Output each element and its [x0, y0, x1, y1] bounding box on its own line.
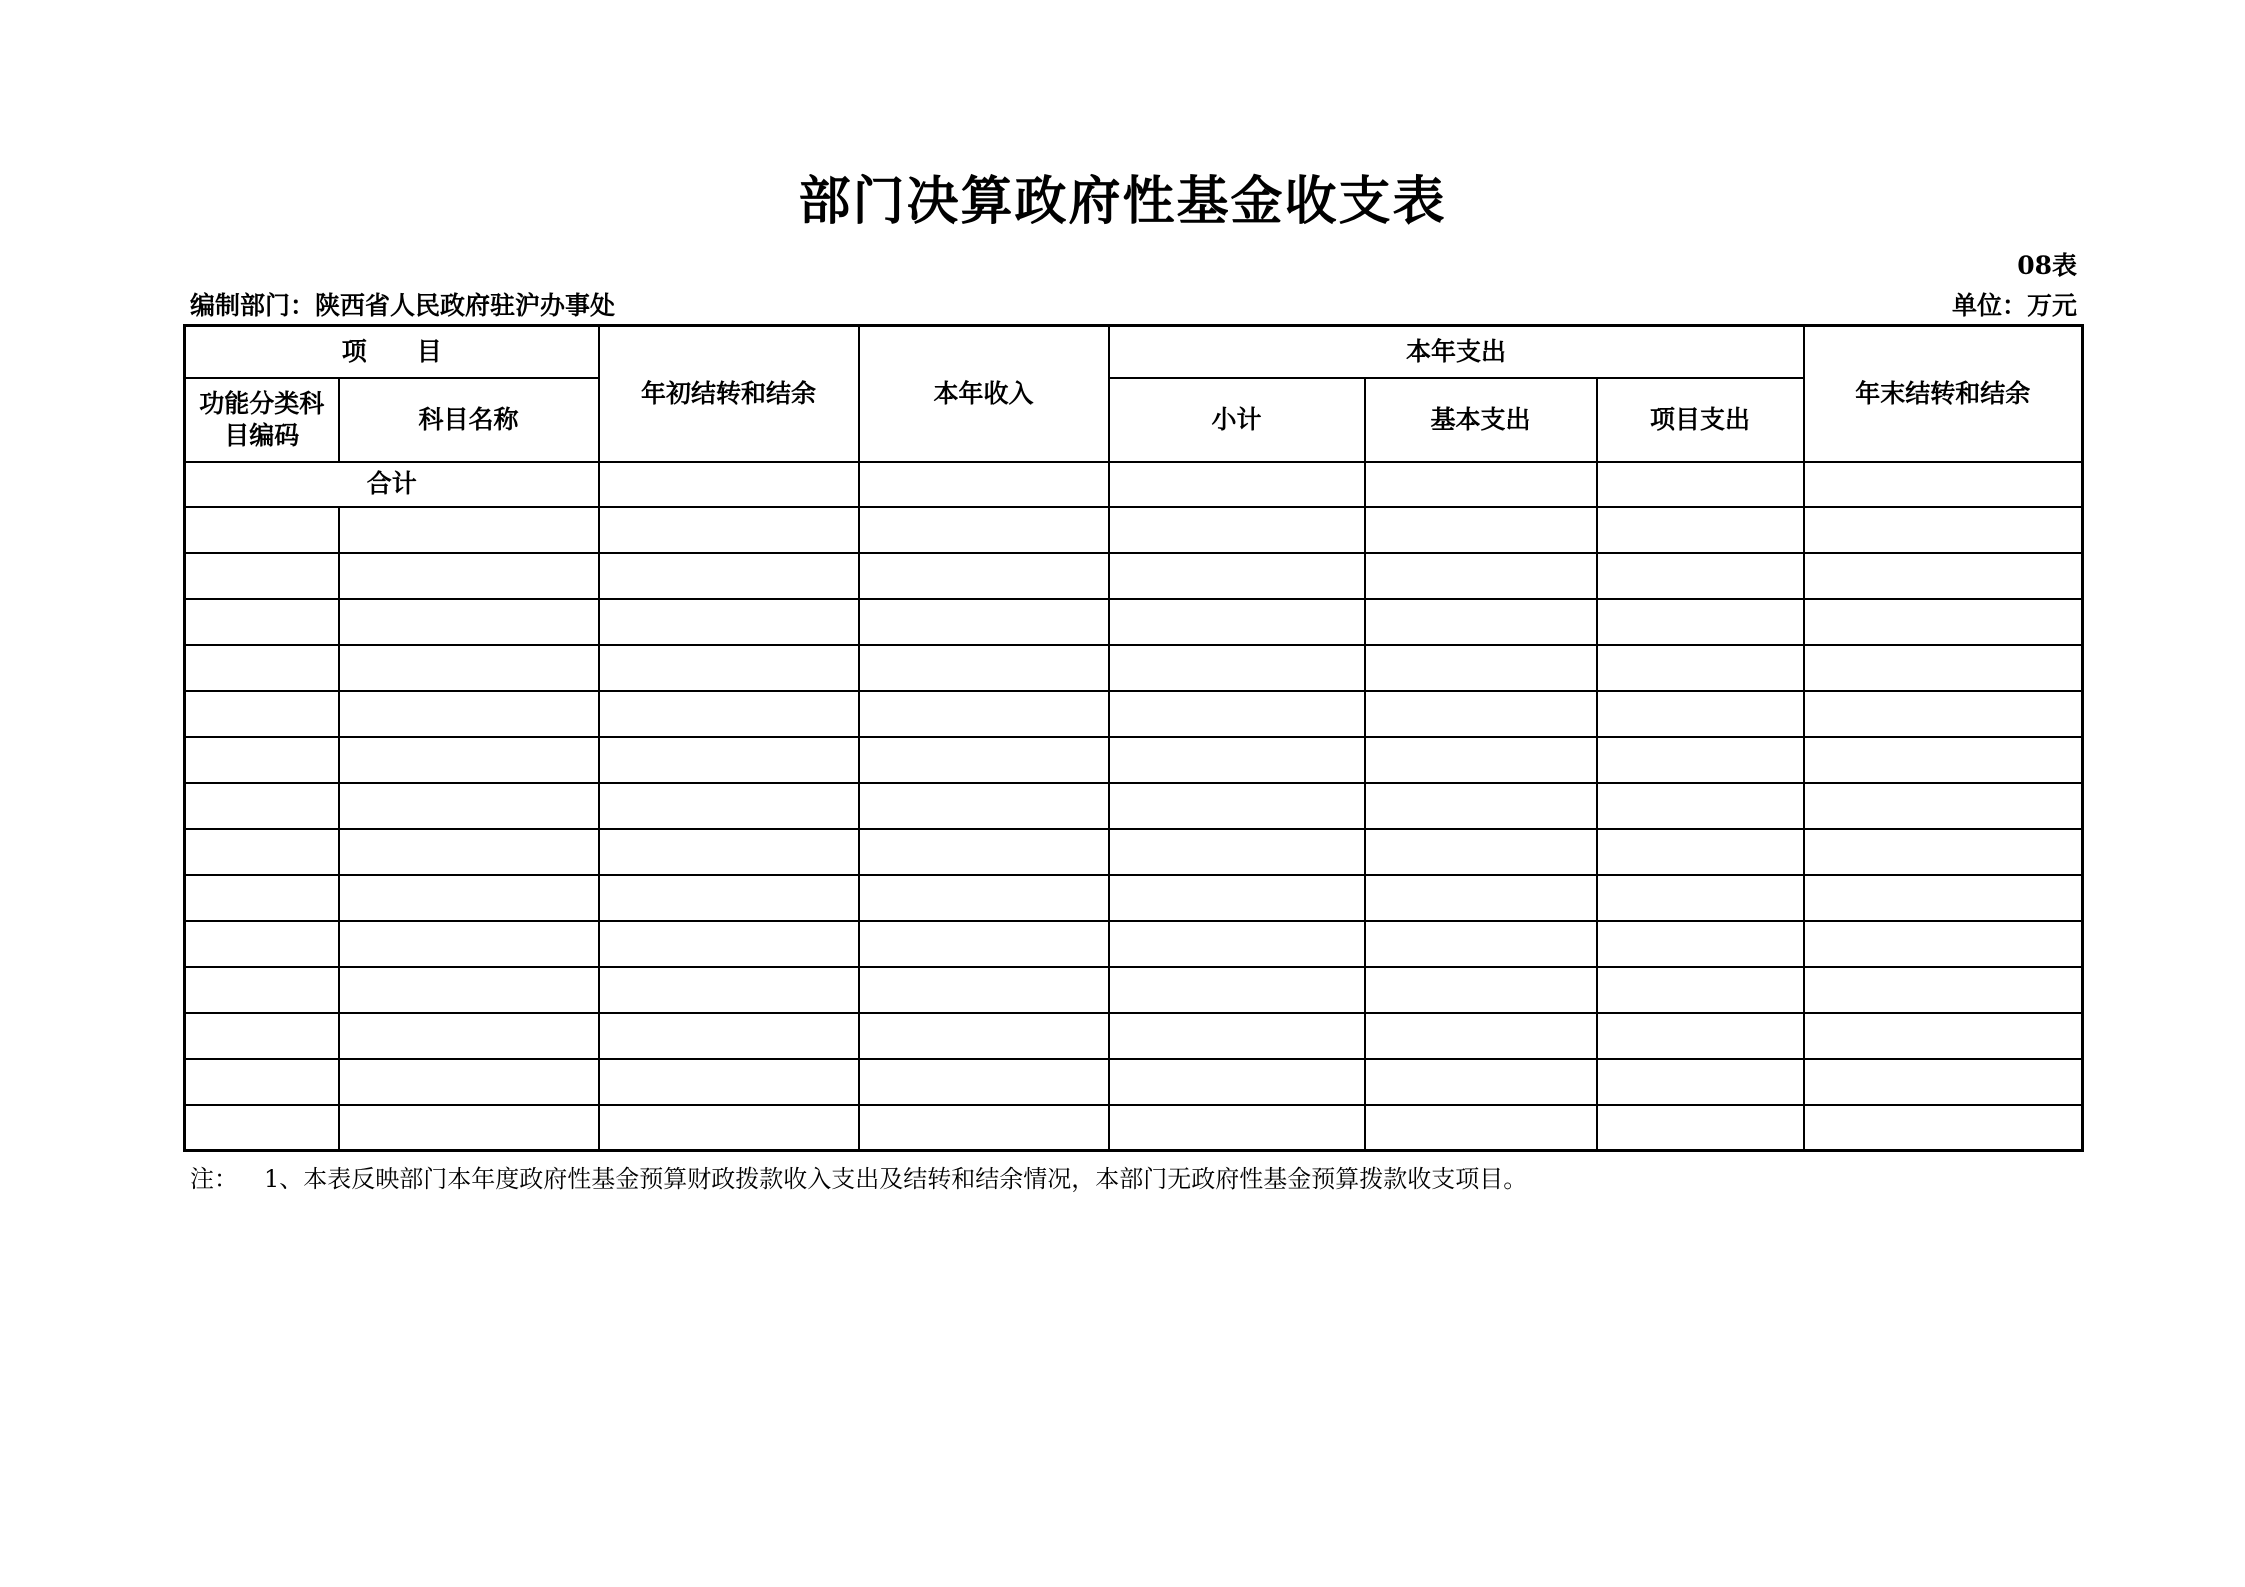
- table-cell: [1109, 553, 1365, 599]
- table-cell: [1365, 599, 1597, 645]
- table-cell: [185, 967, 339, 1013]
- table-cell: [599, 553, 859, 599]
- table-cell: [339, 783, 599, 829]
- total-label: 合计: [185, 462, 599, 507]
- table-cell: [185, 599, 339, 645]
- table-cell: [1109, 967, 1365, 1013]
- table-cell: [1597, 1105, 1804, 1151]
- total-basic: [1365, 462, 1597, 507]
- table-cell: [1597, 783, 1804, 829]
- header-subject-code: 功能分类科目编码: [185, 378, 339, 462]
- table-cell: [1109, 691, 1365, 737]
- table-cell: [1109, 829, 1365, 875]
- table-cell: [859, 553, 1109, 599]
- table-cell: [599, 967, 859, 1013]
- table-row: [185, 599, 2083, 645]
- table-cell: [1109, 1059, 1365, 1105]
- table-cell: [1804, 1059, 2083, 1105]
- table-cell: [185, 1105, 339, 1151]
- total-opening: [599, 462, 859, 507]
- table-cell: [1804, 691, 2083, 737]
- table-cell: [859, 1013, 1109, 1059]
- table-cell: [185, 645, 339, 691]
- header-subject-name: 科目名称: [339, 378, 599, 462]
- table-cell: [339, 1105, 599, 1151]
- table-cell: [1597, 691, 1804, 737]
- table-cell: [1365, 645, 1597, 691]
- form-number: 08表: [2017, 251, 2077, 280]
- table-cell: [1109, 1105, 1365, 1151]
- table-row: [185, 875, 2083, 921]
- table-cell: [859, 967, 1109, 1013]
- table-cell: [339, 829, 599, 875]
- table-cell: [1109, 507, 1365, 553]
- table-cell: [859, 1059, 1109, 1105]
- table-cell: [859, 599, 1109, 645]
- header-opening-balance: 年初结转和结余: [599, 326, 859, 462]
- table-cell: [1804, 967, 2083, 1013]
- table-row: [185, 829, 2083, 875]
- table-cell: [599, 1105, 859, 1151]
- table-cell: [339, 599, 599, 645]
- table-cell: [599, 1013, 859, 1059]
- table-cell: [1804, 599, 2083, 645]
- table-cell: [339, 967, 599, 1013]
- table-cell: [859, 737, 1109, 783]
- table-cell: [1109, 599, 1365, 645]
- table-row: [185, 783, 2083, 829]
- table-row: [185, 737, 2083, 783]
- table-cell: [1597, 553, 1804, 599]
- table-cell: [1804, 921, 2083, 967]
- table-cell: [1365, 921, 1597, 967]
- header-row-1: [185, 326, 2083, 378]
- table-cell: [1804, 507, 2083, 553]
- table-cell: [599, 691, 859, 737]
- table-cell: [599, 1059, 859, 1105]
- table-cell: [1597, 1013, 1804, 1059]
- header-basic-expense: 基本支出: [1365, 378, 1597, 462]
- total-project: [1597, 462, 1804, 507]
- fund-table: [183, 324, 2084, 1152]
- table-cell: [339, 737, 599, 783]
- table-cell: [185, 1013, 339, 1059]
- table-cell: [339, 875, 599, 921]
- header-subtotal: 小计: [1109, 378, 1365, 462]
- table-cell: [1365, 1059, 1597, 1105]
- table-cell: [339, 507, 599, 553]
- footnote-label: 注：: [190, 1165, 238, 1193]
- table-cell: [1597, 737, 1804, 783]
- table-cell: [859, 783, 1109, 829]
- page-title: 部门决算政府性基金收支表: [798, 171, 1447, 232]
- table-cell: [1109, 921, 1365, 967]
- table-cell: [1597, 967, 1804, 1013]
- table-cell: [1109, 875, 1365, 921]
- table-cell: [185, 829, 339, 875]
- table-row: [185, 967, 2083, 1013]
- header-row-2: [185, 378, 2083, 462]
- total-subtotal: [1109, 462, 1365, 507]
- table-cell: [185, 1059, 339, 1105]
- table-cell: [859, 829, 1109, 875]
- header-items: 项 目: [185, 326, 599, 378]
- table-row: [185, 1059, 2083, 1105]
- table-cell: [1365, 691, 1597, 737]
- table-row: [185, 1105, 2083, 1151]
- table-cell: [1597, 645, 1804, 691]
- table-cell: [1597, 599, 1804, 645]
- table-cell: [1597, 1059, 1804, 1105]
- table-cell: [185, 691, 339, 737]
- total-income: [859, 462, 1109, 507]
- table-row: [185, 645, 2083, 691]
- table-cell: [1804, 737, 2083, 783]
- table-cell: [599, 507, 859, 553]
- header-annual-expense: 本年支出: [1109, 326, 1804, 378]
- table-cell: [1365, 829, 1597, 875]
- table-cell: [599, 921, 859, 967]
- table-cell: [185, 875, 339, 921]
- table-row: [185, 691, 2083, 737]
- table-cell: [1804, 875, 2083, 921]
- table-cell: [599, 599, 859, 645]
- compiling-department: 编制部门：陕西省人民政府驻沪办事处: [190, 291, 616, 320]
- table-cell: [859, 645, 1109, 691]
- table-cell: [1109, 737, 1365, 783]
- table-cell: [339, 691, 599, 737]
- table-cell: [1109, 645, 1365, 691]
- table-body: [185, 326, 2083, 1151]
- table-cell: [1365, 1105, 1597, 1151]
- table-cell: [185, 737, 339, 783]
- table-cell: [859, 875, 1109, 921]
- table-row: [185, 921, 2083, 967]
- table-cell: [599, 645, 859, 691]
- table-cell: [339, 1013, 599, 1059]
- table-cell: [1109, 1013, 1365, 1059]
- table-cell: [1109, 783, 1365, 829]
- table-cell: [1365, 1013, 1597, 1059]
- table-row: [185, 507, 2083, 553]
- table-cell: [1597, 829, 1804, 875]
- table-cell: [1804, 829, 2083, 875]
- table-cell: [1804, 553, 2083, 599]
- table-cell: [1804, 645, 2083, 691]
- table-cell: [1365, 783, 1597, 829]
- table-cell: [1365, 553, 1597, 599]
- footnote: [190, 1163, 1527, 1195]
- table-cell: [599, 829, 859, 875]
- table-cell: [1804, 783, 2083, 829]
- table-cell: [859, 921, 1109, 967]
- table-cell: [599, 783, 859, 829]
- table-cell: [859, 1105, 1109, 1151]
- table-cell: [1365, 507, 1597, 553]
- header-project-expense: 项目支出: [1597, 378, 1804, 462]
- table-cell: [185, 507, 339, 553]
- table-cell: [599, 875, 859, 921]
- table-cell: [859, 507, 1109, 553]
- table-cell: [339, 645, 599, 691]
- table-cell: [185, 783, 339, 829]
- table-cell: [185, 921, 339, 967]
- header-annual-income: 本年收入: [859, 326, 1109, 462]
- unit-label: 单位：万元: [1951, 291, 2077, 320]
- table-cell: [339, 921, 599, 967]
- table-cell: [599, 737, 859, 783]
- table-cell: [1365, 737, 1597, 783]
- table-row: [185, 553, 2083, 599]
- table-cell: [339, 553, 599, 599]
- table-cell: [1597, 875, 1804, 921]
- table-cell: [1365, 875, 1597, 921]
- table-cell: [1804, 1105, 2083, 1151]
- total-closing: [1804, 462, 2083, 507]
- total-row: [185, 462, 2083, 507]
- table-cell: [1804, 1013, 2083, 1059]
- footnote-text: 1、本表反映部门本年度政府性基金预算财政拨款收入支出及结转和结余情况，本部门无政府性基金预算拨款收支项目。: [264, 1165, 1528, 1193]
- table-cell: [1597, 507, 1804, 553]
- table-cell: [859, 691, 1109, 737]
- table-row: [185, 1013, 2083, 1059]
- table-cell: [185, 553, 339, 599]
- table-cell: [1597, 921, 1804, 967]
- header-closing-balance: 年末结转和结余: [1804, 326, 2083, 462]
- table-cell: [339, 1059, 599, 1105]
- table-cell: [1365, 967, 1597, 1013]
